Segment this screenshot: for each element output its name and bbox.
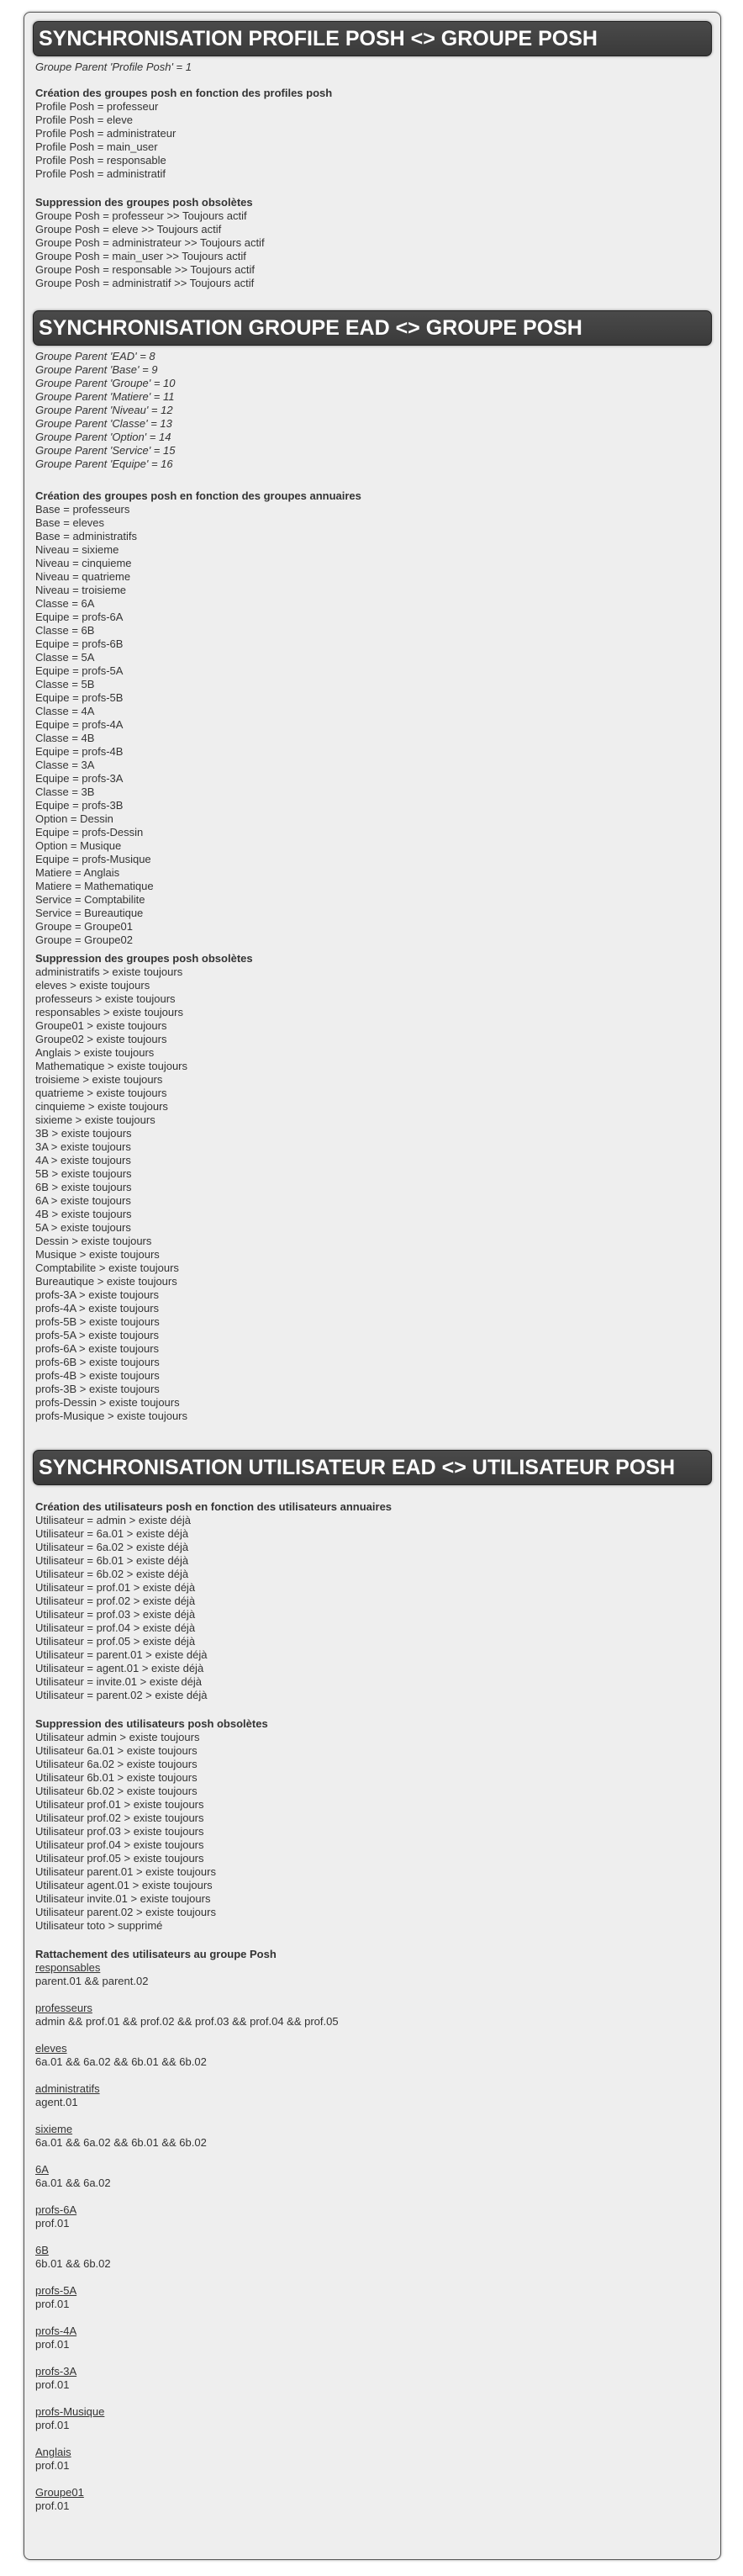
creation-line: Utilisateur = prof.04 > existe déjà [35, 1621, 196, 1634]
suppression-line: profs-Dessin > existe toujours [35, 1396, 180, 1409]
group-name-link[interactable]: profs-5A [35, 2284, 77, 2297]
suppression-line: Comptabilite > existe toujours [35, 1262, 179, 1274]
creation-line: Utilisateur = parent.02 > existe déjà [35, 1689, 208, 1701]
suppression-line: Utilisateur 6a.02 > existe toujours [35, 1758, 198, 1770]
creation-line: Utilisateur = prof.05 > existe déjà [35, 1635, 196, 1648]
creation-list [35, 100, 712, 181]
creation-line: Groupe = Groupe01 [35, 920, 133, 933]
suppression-heading: Suppression des groupes posh obsolètes [35, 196, 253, 209]
suppression-list [35, 209, 712, 290]
group-members: 6b.01 && 6b.02 [35, 2257, 111, 2270]
group-name-link[interactable]: administratifs [35, 2082, 100, 2095]
suppression-list [35, 1731, 712, 1933]
group-members: prof.01 [35, 2298, 70, 2310]
creation-line: Equipe = profs-6A [35, 611, 124, 623]
creation-line: Equipe = profs-4A [35, 718, 124, 731]
creation-line: Utilisateur = 6b.01 > existe déjà [35, 1554, 189, 1567]
group-members: prof.01 [35, 2459, 70, 2472]
section-title: SYNCHRONISATION GROUPE EAD <> GROUPE POSH [33, 310, 712, 346]
creation-line: Classe = 5B [35, 678, 95, 690]
attachment-group [35, 2002, 712, 2029]
group-name-link[interactable]: Anglais [35, 2446, 71, 2458]
suppression-line: eleves > existe toujours [35, 979, 150, 992]
suppression-line: profs-Musique > existe toujours [35, 1410, 188, 1422]
creation-line: Niveau = quatrieme [35, 570, 131, 583]
creation-line: Utilisateur = agent.01 > existe déjà [35, 1662, 204, 1674]
creation-line: Classe = 6B [35, 624, 95, 637]
attachment-group [35, 1961, 712, 1988]
group-members: prof.01 [35, 2338, 70, 2351]
creation-heading: Création des utilisateurs posh en fonction des utilisateurs annuaires [35, 1500, 393, 1513]
group-members: prof.01 [35, 2217, 70, 2230]
group-name-link[interactable]: Groupe01 [35, 2486, 84, 2499]
creation-line: Classe = 4A [35, 705, 95, 717]
group-members: prof.01 [35, 2378, 70, 2391]
suppression-line: 3B > existe toujours [35, 1127, 132, 1140]
creation-line: Niveau = sixieme [35, 543, 119, 556]
group-name-link[interactable]: professeurs [35, 2002, 92, 2014]
attachment-group [35, 2325, 712, 2351]
suppression-line: Groupe Posh = professeur >> Toujours actif [35, 209, 247, 222]
attachment-group [35, 2123, 712, 2150]
group-members: 6a.01 && 6a.02 && 6b.01 && 6b.02 [35, 2055, 207, 2068]
parent-group-line: Groupe Parent 'EAD' = 8 [35, 350, 155, 362]
creation-line: Equipe = profs-4B [35, 745, 124, 758]
attachment-group [35, 2203, 712, 2230]
creation-line: Equipe = profs-5A [35, 664, 124, 677]
creation-line: Utilisateur = prof.02 > existe déjà [35, 1595, 196, 1607]
suppression-line: 4B > existe toujours [35, 1208, 132, 1220]
creation-line: Classe = 3A [35, 759, 95, 771]
creation-line: Utilisateur = prof.01 > existe déjà [35, 1581, 196, 1594]
creation-line: Utilisateur = 6a.02 > existe déjà [35, 1541, 189, 1553]
parent-group-line: Groupe Parent 'Equipe' = 16 [35, 458, 173, 470]
group-members: 6a.01 && 6a.02 && 6b.01 && 6b.02 [35, 2136, 207, 2149]
creation-line: Classe = 5A [35, 651, 95, 664]
suppression-line: Groupe Posh = administrateur >> Toujours actif [35, 236, 265, 249]
suppression-line: profs-4B > existe toujours [35, 1369, 160, 1382]
parent-group-line: Groupe Parent 'Niveau' = 12 [35, 404, 173, 416]
parent-group-line: Groupe Parent 'Profile Posh' = 1 [35, 61, 192, 73]
suppression-line: administratifs > existe toujours [35, 965, 183, 978]
parent-group-list [35, 61, 712, 74]
suppression-line: professeurs > existe toujours [35, 992, 176, 1005]
group-members: prof.01 [35, 2499, 70, 2512]
suppression-line: Utilisateur 6a.01 > existe toujours [35, 1744, 198, 1757]
attachment-list [35, 1961, 712, 2513]
group-members: prof.01 [35, 2419, 70, 2431]
suppression-heading: Suppression des utilisateurs posh obsolètes [35, 1717, 268, 1730]
group-name-link[interactable]: 6B [35, 2244, 49, 2256]
creation-line: Option = Musique [35, 839, 122, 852]
group-name-link[interactable]: profs-Musique [35, 2405, 105, 2418]
section-user-sync [33, 1450, 712, 2513]
attachment-group [35, 2244, 712, 2271]
suppression-heading: Suppression des groupes posh obsolètes [35, 952, 253, 965]
suppression-line: profs-3A > existe toujours [35, 1288, 160, 1301]
suppression-line: cinquieme > existe toujours [35, 1100, 168, 1113]
suppression-line: Utilisateur parent.02 > existe toujours [35, 1906, 216, 1918]
group-members: 6a.01 && 6a.02 [35, 2177, 111, 2189]
suppression-line: Utilisateur 6b.02 > existe toujours [35, 1785, 198, 1797]
suppression-line: Groupe Posh = responsable >> Toujours actif [35, 263, 256, 276]
creation-line: Equipe = profs-3A [35, 772, 124, 785]
group-name-link[interactable]: responsables [35, 1961, 101, 1974]
group-name-link[interactable]: eleves [35, 2042, 67, 2055]
suppression-line: profs-5A > existe toujours [35, 1329, 160, 1341]
creation-line: Base = administratifs [35, 530, 138, 542]
suppression-line: Anglais > existe toujours [35, 1046, 155, 1059]
creation-list [35, 1514, 712, 1702]
creation-line: Service = Bureautique [35, 907, 144, 919]
creation-line: Utilisateur = prof.03 > existe déjà [35, 1608, 196, 1621]
suppression-line: profs-6B > existe toujours [35, 1356, 160, 1368]
creation-heading: Création des groupes posh en fonction des groupes annuaires [35, 489, 361, 502]
creation-line: Utilisateur = invite.01 > existe déjà [35, 1675, 202, 1688]
group-name-link[interactable]: profs-6A [35, 2203, 77, 2216]
creation-line: Profile Posh = professeur [35, 100, 159, 113]
suppression-line: sixieme > existe toujours [35, 1113, 155, 1126]
attachment-group [35, 2284, 712, 2311]
suppression-line: 3A > existe toujours [35, 1140, 131, 1153]
suppression-line: Mathematique > existe toujours [35, 1060, 188, 1072]
attachment-group [35, 2082, 712, 2109]
creation-line: Utilisateur = admin > existe déjà [35, 1514, 191, 1526]
creation-line: Utilisateur = 6a.01 > existe déjà [35, 1527, 189, 1540]
group-name-link[interactable]: 6A [35, 2163, 49, 2176]
suppression-line: profs-4A > existe toujours [35, 1302, 160, 1314]
creation-line: Matiere = Anglais [35, 866, 120, 879]
creation-line: Matiere = Mathematique [35, 880, 154, 892]
suppression-line: Groupe01 > existe toujours [35, 1019, 167, 1032]
suppression-line: Bureautique > existe toujours [35, 1275, 177, 1288]
suppression-line: Groupe02 > existe toujours [35, 1033, 167, 1045]
parent-group-line: Groupe Parent 'Service' = 15 [35, 444, 176, 457]
suppression-line: Utilisateur 6b.01 > existe toujours [35, 1771, 198, 1784]
parent-group-line: Groupe Parent 'Matiere' = 11 [35, 390, 175, 403]
suppression-line: Musique > existe toujours [35, 1248, 160, 1261]
section-title: SYNCHRONISATION UTILISATEUR EAD <> UTILISATEUR POSH [33, 1450, 712, 1485]
group-members: admin && prof.01 && prof.02 && prof.03 && prof.04 && prof.05 [35, 2015, 339, 2028]
attachment-group [35, 2042, 712, 2069]
suppression-line: Utilisateur invite.01 > existe toujours [35, 1892, 211, 1905]
attachment-heading: Rattachement des utilisateurs au groupe Posh [35, 1948, 277, 1960]
suppression-line: 5A > existe toujours [35, 1221, 131, 1234]
section-profile-sync [33, 21, 712, 290]
creation-line: Classe = 6A [35, 597, 95, 610]
creation-line: Option = Dessin [35, 812, 113, 825]
suppression-line: responsables > existe toujours [35, 1006, 183, 1018]
creation-line: Equipe = profs-6B [35, 637, 124, 650]
suppression-line: Utilisateur admin > existe toujours [35, 1731, 200, 1743]
suppression-list [35, 965, 712, 1423]
attachment-group [35, 2405, 712, 2432]
creation-line: Niveau = troisieme [35, 584, 127, 596]
creation-line: Profile Posh = administrateur [35, 127, 177, 140]
group-members: agent.01 [35, 2096, 78, 2108]
suppression-line: quatrieme > existe toujours [35, 1087, 167, 1099]
creation-line: Base = eleves [35, 516, 105, 529]
parent-group-line: Groupe Parent 'Classe' = 13 [35, 417, 172, 430]
parent-group-list [35, 350, 712, 471]
attachment-group [35, 2365, 712, 2392]
creation-line: Equipe = profs-Musique [35, 853, 151, 865]
creation-line: Classe = 3B [35, 785, 95, 798]
creation-line: Profile Posh = responsable [35, 154, 166, 167]
suppression-line: Utilisateur parent.01 > existe toujours [35, 1865, 216, 1878]
suppression-line: Utilisateur agent.01 > existe toujours [35, 1879, 213, 1891]
parent-group-line: Groupe Parent 'Groupe' = 10 [35, 377, 176, 389]
creation-line: Base = professeurs [35, 503, 130, 516]
suppression-line: profs-5B > existe toujours [35, 1315, 160, 1328]
report-panel [24, 12, 721, 2560]
section-title: SYNCHRONISATION PROFILE POSH <> GROUPE POSH [33, 21, 712, 56]
suppression-line: profs-3B > existe toujours [35, 1383, 160, 1395]
creation-line: Profile Posh = eleve [35, 114, 133, 126]
creation-line: Profile Posh = administratif [35, 167, 166, 180]
creation-heading: Création des groupes posh en fonction des profiles posh [35, 87, 333, 99]
group-members: parent.01 && parent.02 [35, 1975, 149, 1987]
attachment-group [35, 2446, 712, 2473]
creation-line: Utilisateur = 6b.02 > existe déjà [35, 1568, 189, 1580]
section-group-sync [33, 310, 712, 1423]
group-name-link[interactable]: profs-4A [35, 2325, 77, 2337]
group-name-link[interactable]: sixieme [35, 2123, 73, 2135]
parent-group-line: Groupe Parent 'Base' = 9 [35, 363, 158, 376]
suppression-line: Utilisateur prof.05 > existe toujours [35, 1852, 204, 1865]
creation-line: Profile Posh = main_user [35, 140, 158, 153]
creation-line: Utilisateur = parent.01 > existe déjà [35, 1648, 208, 1661]
suppression-line: 5B > existe toujours [35, 1167, 132, 1180]
creation-line: Equipe = profs-3B [35, 799, 124, 812]
creation-line: Niveau = cinquieme [35, 557, 132, 569]
suppression-line: Utilisateur toto > supprimé [35, 1919, 163, 1932]
creation-line: Equipe = profs-Dessin [35, 826, 144, 838]
suppression-line: Dessin > existe toujours [35, 1235, 152, 1247]
suppression-line: Utilisateur prof.04 > existe toujours [35, 1838, 204, 1851]
creation-list [35, 503, 712, 947]
suppression-line: Groupe Posh = eleve >> Toujours actif [35, 223, 222, 235]
suppression-line: 4A > existe toujours [35, 1154, 131, 1166]
suppression-line: Groupe Posh = administratif >> Toujours actif [35, 277, 255, 289]
attachment-group [35, 2486, 712, 2513]
suppression-line: Utilisateur prof.02 > existe toujours [35, 1812, 204, 1824]
creation-line: Groupe = Groupe02 [35, 934, 133, 946]
attachment-group [35, 2163, 712, 2190]
suppression-line: 6A > existe toujours [35, 1194, 131, 1207]
suppression-line: profs-6A > existe toujours [35, 1342, 160, 1355]
group-name-link[interactable]: profs-3A [35, 2365, 77, 2378]
parent-group-line: Groupe Parent 'Option' = 14 [35, 431, 171, 443]
creation-line: Equipe = profs-5B [35, 691, 124, 704]
creation-line: Service = Comptabilite [35, 893, 145, 906]
suppression-line: Groupe Posh = main_user >> Toujours actif [35, 250, 246, 262]
suppression-line: Utilisateur prof.03 > existe toujours [35, 1825, 204, 1838]
creation-line: Classe = 4B [35, 732, 95, 744]
suppression-line: troisieme > existe toujours [35, 1073, 163, 1086]
suppression-line: 6B > existe toujours [35, 1181, 132, 1193]
suppression-line: Utilisateur prof.01 > existe toujours [35, 1798, 204, 1811]
